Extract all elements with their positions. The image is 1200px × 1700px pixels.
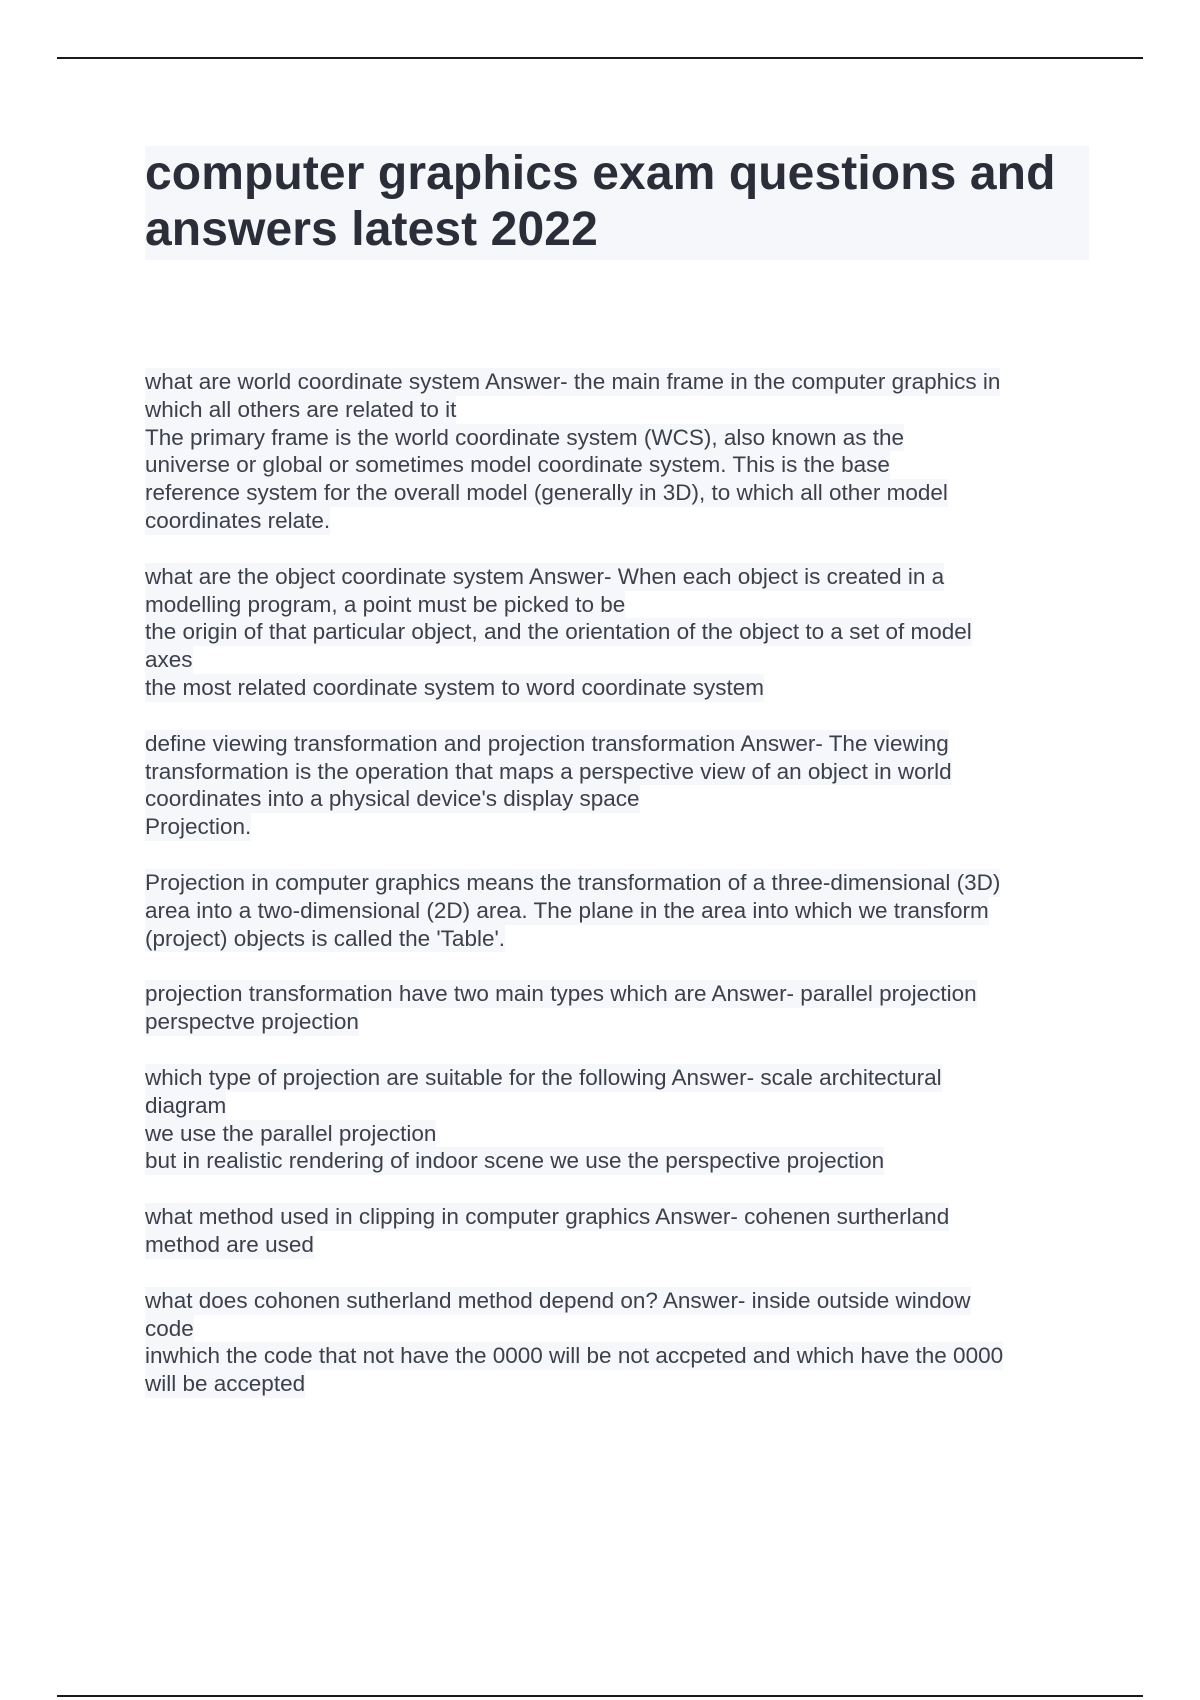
title-block — [145, 146, 1089, 260]
text-line: code — [145, 1315, 194, 1341]
qa-entry-world-coordinate-system — [145, 368, 1089, 535]
text-line: transformation is the operation that maps a perspective view of an object in world — [145, 758, 952, 784]
qa-entry-sutherland-dependency — [145, 1287, 1089, 1398]
text-line: The primary frame is the world coordinate system (WCS), also known as the — [145, 424, 905, 450]
text-line: coordinates into a physical device's display space — [145, 786, 640, 812]
text-line: what method used in clipping in computer graphics Answer- cohenen surtherland — [145, 1204, 950, 1230]
qa-entry-suitable-projection — [145, 1064, 1089, 1175]
text-line: projection transformation have two main types which are Answer- parallel projection — [145, 981, 977, 1007]
page-title: computer graphics exam questions and answers latest 2022 — [145, 147, 1056, 256]
text-line: (project) objects is called the 'Table'. — [145, 925, 506, 951]
text-line: the origin of that particular object, and the orientation of the object to a set of model — [145, 619, 972, 645]
text-line: define viewing transformation and projection transformation Answer- The viewing — [145, 730, 949, 756]
document-body — [145, 368, 1089, 1426]
text-line: universe or global or sometimes model coordinate system. This is the base — [145, 452, 890, 478]
text-line: reference system for the overall model (generally in 3D), to which all other model — [145, 480, 948, 506]
text-line: but in realistic rendering of indoor scene we use the perspective projection — [145, 1148, 885, 1174]
text-line: inwhich the code that not have the 0000 will be not accpeted and which have the 0000 — [145, 1343, 1004, 1369]
text-line: Projection in computer graphics means the transformation of a three-dimensional (3D) — [145, 869, 1001, 895]
qa-entry-projection-definition — [145, 869, 1089, 952]
text-line: perspectve projection — [145, 1009, 359, 1035]
text-line: we use the parallel projection — [145, 1120, 437, 1146]
text-line: will be accepted — [145, 1371, 306, 1397]
text-line: modelling program, a point must be picked to be — [145, 591, 626, 617]
top-rule — [57, 57, 1143, 59]
qa-entry-clipping-method — [145, 1203, 1089, 1259]
text-line: method are used — [145, 1231, 314, 1257]
bottom-rule — [57, 1695, 1143, 1697]
qa-entry-viewing-transformation — [145, 730, 1089, 841]
text-line: area into a two-dimensional (2D) area. The plane in the area into which we transform — [145, 897, 989, 923]
text-line: which all others are related to it — [145, 396, 457, 422]
text-line: coordinates relate. — [145, 507, 331, 533]
text-line: what are the object coordinate system Answer- When each object is created in a — [145, 563, 945, 589]
text-line: diagram — [145, 1092, 227, 1118]
text-line: Projection. — [145, 814, 252, 840]
text-line: what does cohonen sutherland method depend on? Answer- inside outside window — [145, 1287, 971, 1313]
text-line: axes — [145, 647, 193, 673]
text-line: which type of projection are suitable for the following Answer- scale architectural — [145, 1064, 942, 1090]
text-line: what are world coordinate system Answer- the main frame in the computer graphics in — [145, 369, 1001, 394]
text-line: the most related coordinate system to word coordinate system — [145, 674, 765, 700]
qa-entry-object-coordinate-system — [145, 563, 1089, 702]
qa-entry-projection-types — [145, 980, 1089, 1036]
